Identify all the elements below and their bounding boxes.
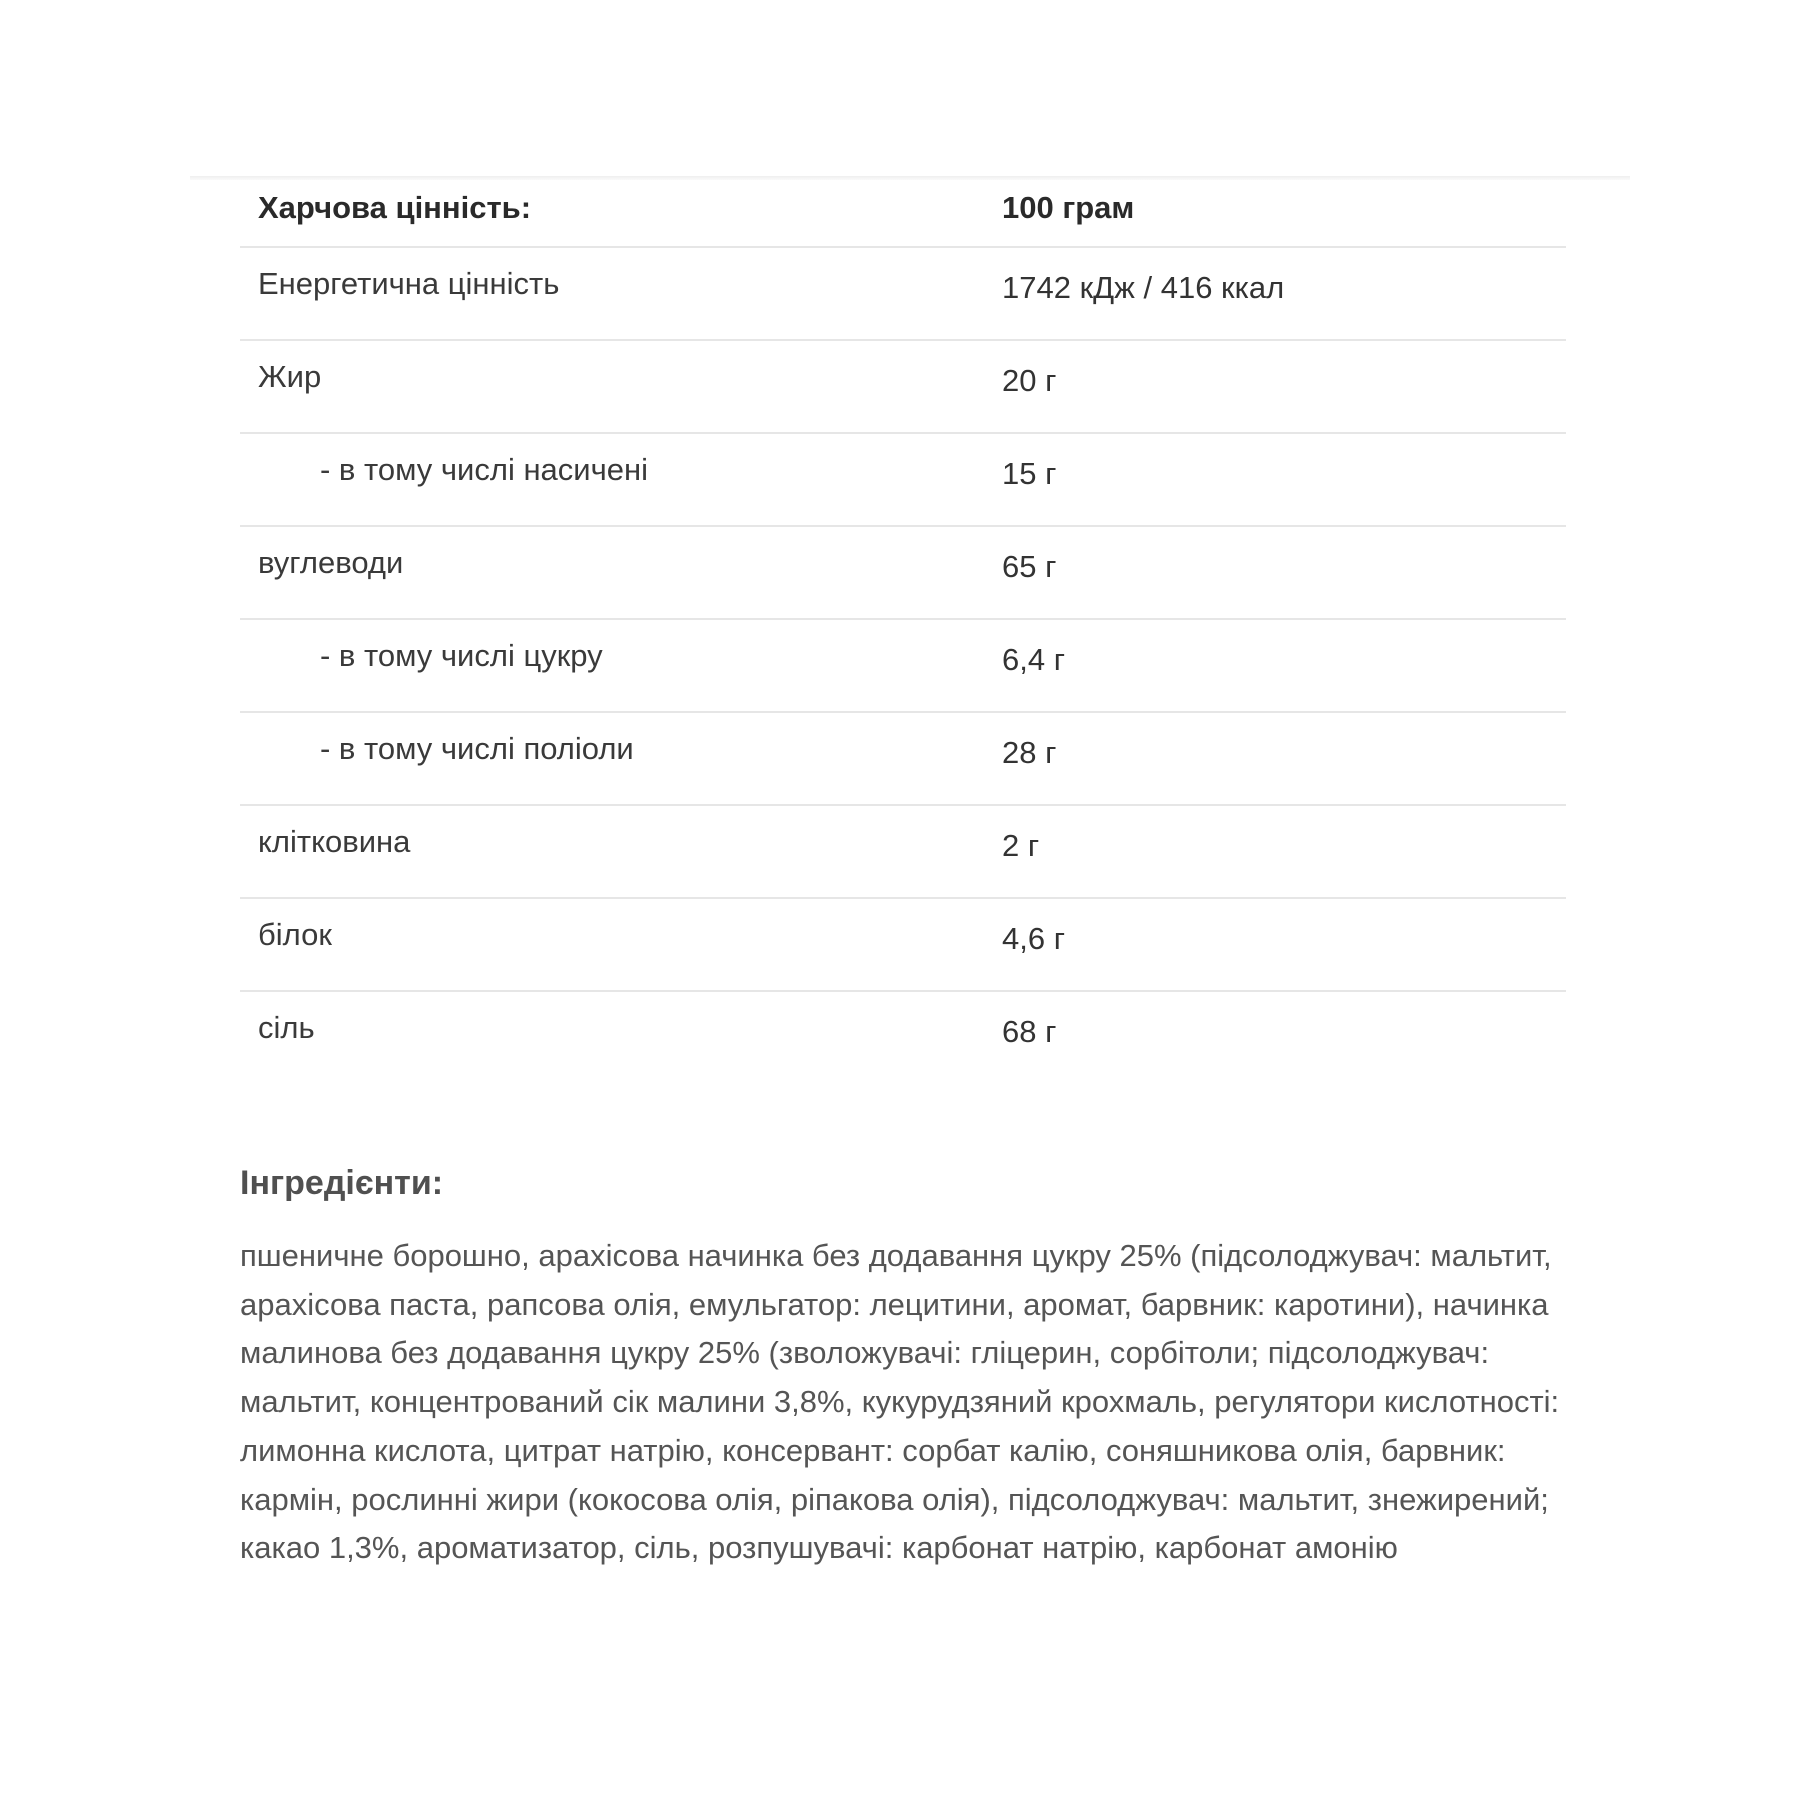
row-value: 28 г — [1002, 735, 1057, 770]
row-value: 2 г — [1002, 828, 1040, 863]
row-value: 65 г — [1002, 549, 1057, 584]
nutrition-table — [240, 168, 1566, 1085]
table-row-fat — [240, 341, 1566, 434]
row-value: 6,4 г — [1002, 642, 1066, 677]
table-header-row — [240, 168, 1566, 248]
row-label: Жир — [258, 359, 322, 394]
row-label: вуглеводи — [258, 545, 404, 580]
row-value: 15 г — [1002, 456, 1057, 491]
row-label: сіль — [258, 1010, 315, 1045]
row-value: 4,6 г — [1002, 921, 1066, 956]
row-label: клітковина — [258, 824, 411, 859]
ingredients-text: пшеничне борошно, арахісова начинка без додавання цукру 25% (підсолоджувач: мальтит, арахісова паста, рапсова олія, емульгатор: лецитини, аромат, барвник: каротини), начинка малинова без додавання цукру 25% (зволожувачі: гліцерин, сорбітоли; підсолоджувач: мальтит, концентрований сік малини 3,8%, кукурудзяний крохмаль, регулятори кислотності: лимонна кислота, цитрат натрію, консервант: сорбат калію, соняшникова олія, барвник: кармін, рослинні жири (кокосова олія, ріпакова олія), підсолоджувач: мальтит, знежирений; какао 1,3%, ароматизатор, сіль, розпушувачі: карбонат натрію, карбонат амонію — [240, 1238, 1560, 1566]
row-label: - в тому числі насичені — [320, 452, 649, 487]
header-label: Харчова цінність: — [258, 190, 532, 225]
table-row-fiber — [240, 806, 1566, 899]
table-row-energy — [240, 248, 1566, 341]
row-label: Енергетична цінність — [258, 266, 560, 301]
table-row-sugars — [240, 620, 1566, 713]
table-row-polyols — [240, 713, 1566, 806]
row-label: - в тому числі поліоли — [320, 731, 634, 766]
table-row-saturated-fat — [240, 434, 1566, 527]
table-row-protein — [240, 899, 1566, 992]
table-row-carbohydrates — [240, 527, 1566, 620]
row-label: білок — [258, 917, 332, 952]
table-row-salt — [240, 992, 1566, 1085]
header-value: 100 грам — [1002, 190, 1135, 225]
ingredients-title: Інгредієнти: — [240, 1164, 444, 1202]
row-value: 20 г — [1002, 363, 1057, 398]
row-value: 1742 кДж / 416 ккал — [1002, 270, 1285, 305]
row-label: - в тому числі цукру — [320, 638, 603, 673]
row-value: 68 г — [1002, 1014, 1057, 1049]
